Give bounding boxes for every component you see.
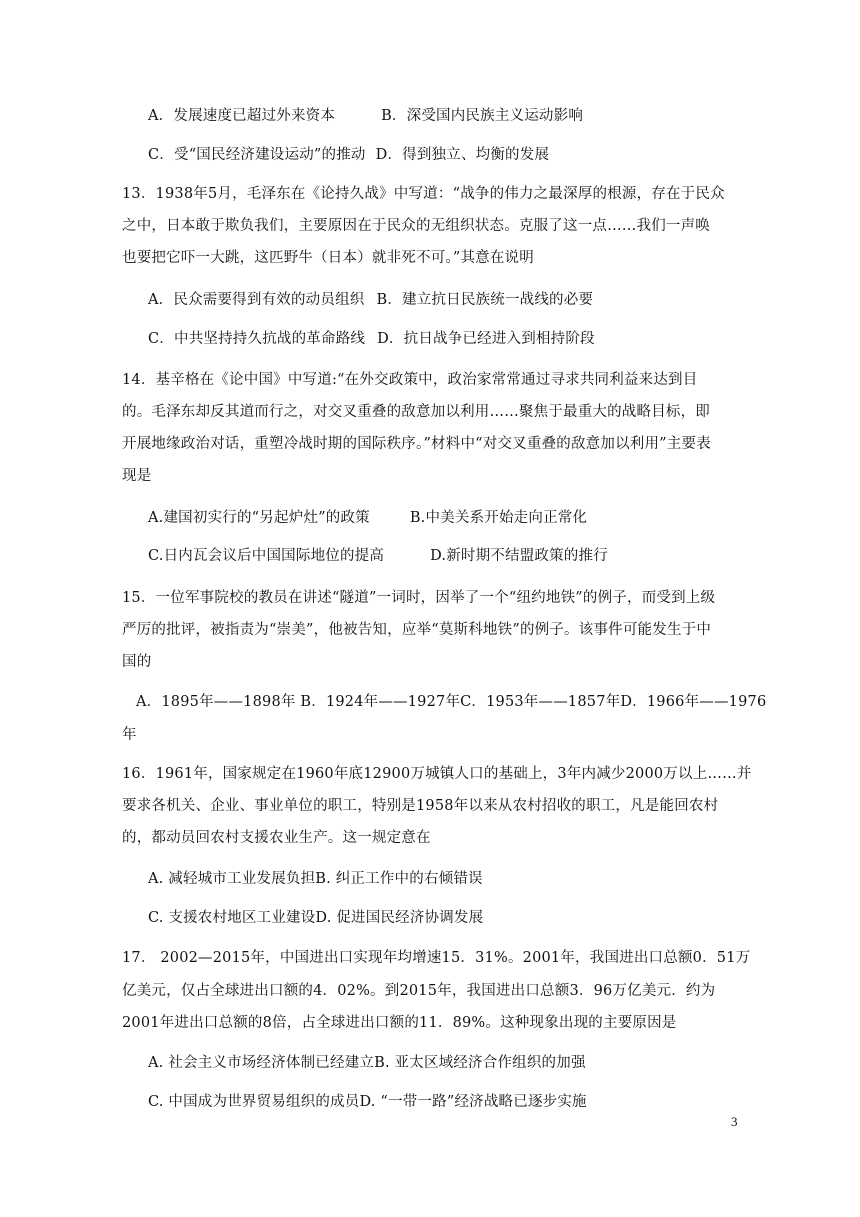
q13-option-c: C．中共坚持持久抗战的革命路线: [148, 331, 366, 347]
q13-stem-line-2: 之中，日本敢于欺负我们，主要原因在于民众的无组织状态。克服了这一点……我们一声唤: [122, 218, 710, 234]
q13-option-a: A．民众需要得到有效的动员组织: [148, 292, 365, 308]
q13-options-row-2: [148, 329, 595, 349]
q16-stem-line-3: 的，都动员回农村支援农业生产。这一规定意在: [122, 830, 431, 846]
q14-option-d: D.新时期不结盟政策的推行: [430, 548, 608, 564]
q13-stem-line-3: 也要把它吓一大跳，这匹野牛（日本）就非死不可。”其意在说明: [122, 250, 534, 266]
q14-stem-line-3: 开展地缘政治对话，重塑冷战时期的国际秩序。”材料中“对交叉重叠的敌意加以利用”主要表: [122, 436, 711, 452]
q14-options-row-2: [148, 546, 608, 566]
q12-option-a: A．发展速度已超过外来资本: [148, 108, 336, 124]
q12-options-row-2: [148, 145, 549, 165]
q12-options-row-1: [148, 106, 583, 126]
q14-stem-line-4: 现是: [122, 468, 152, 484]
q13-option-b: B．建立抗日民族统一战线的必要: [376, 292, 594, 308]
q17-stem-line-1: 17． 2002—2015年，中国进出口实现年均增速15．31%。2001年，我国进出口总额0．51万: [122, 950, 751, 966]
q14-option-a: A.建国初实行的“另起炉灶”的政策: [148, 510, 370, 526]
page-number: 3: [731, 1114, 738, 1129]
q16-options-row-2: C. 支援农村地区工业建设D. 促进国民经济协调发展: [148, 910, 484, 926]
q12-option-d: D．得到独立、均衡的发展: [375, 147, 550, 163]
q14-stem-line-2: 的。毛泽东却反其道而行之，对交叉重叠的敌意加以利用……聚焦于最重大的战略目标，即: [122, 404, 710, 420]
q15-stem-line-3: 国的: [122, 654, 152, 670]
q15-stem-line-2: 严厉的批评，被指责为“崇美”，他被告知，应举“莫斯科地铁”的例子。该事件可能发生于中: [122, 622, 712, 638]
q12-option-c: C．受“国民经济建设运动”的推动: [148, 147, 366, 163]
q14-option-c: C.日内瓦会议后中国国际地位的提高: [148, 548, 385, 564]
q14-options-row-1: [148, 508, 587, 528]
q16-stem-line-1: 16．1961年，国家规定在1960年底12900万城镇人口的基础上，3年内减少2000万以上……并: [122, 766, 752, 782]
q13-options-row-1: [148, 290, 593, 310]
q13-stem-line-1: 13．1938年5月，毛泽东在《论持久战》中写道：“战争的伟力之最深厚的根源，存在于民众: [122, 186, 725, 202]
q16-options-row-1: A. 减轻城市工业发展负担B. 纠正工作中的右倾错误: [148, 871, 483, 887]
q17-options-row-2: C. 中国成为世界贸易组织的成员D. “一带一路”经济战略已逐步实施: [148, 1094, 587, 1110]
q13-option-d: D．抗日战争已经进入到相持阶段: [377, 331, 595, 347]
q16-stem-line-2: 要求各机关、企业、事业单位的职工，特别是1958年以来从农村招收的职工，凡是能回农村: [122, 798, 719, 814]
q17-options-row-1: A. 社会主义市场经济体制已经建立B. 亚太区域经济合作组织的加强: [148, 1055, 586, 1071]
q14-option-b: B.中美关系开始走向正常化: [409, 510, 588, 526]
q14-stem-line-1: 14．基辛格在《论中国》中写道:“在外交政策中，政治家常常通过寻求共同利益来达到目: [122, 372, 698, 388]
q15-options-wrap: 年: [122, 727, 137, 743]
q17-stem-line-3: 2001年进出口总额的8倍，占全球进出口额的11．89%。这种现象出现的主要原因是: [122, 1015, 677, 1031]
q15-options-line: A．1895年——1898年 B．1924年——1927年C．1953年——1857年D．1966年——1976: [136, 694, 767, 710]
q17-stem-line-2: 亿美元，仅占全球进出口额的4．02%。到2015年，我国进出口总额3．96万亿美元．约为: [122, 983, 716, 999]
q12-option-b: B．深受国内民族主义运动影响: [381, 108, 584, 124]
q15-stem-line-1: 15．一位军事院校的教员在讲述“隧道”一词时，因举了一个“纽约地铁”的例子，而受到上级: [122, 590, 716, 606]
